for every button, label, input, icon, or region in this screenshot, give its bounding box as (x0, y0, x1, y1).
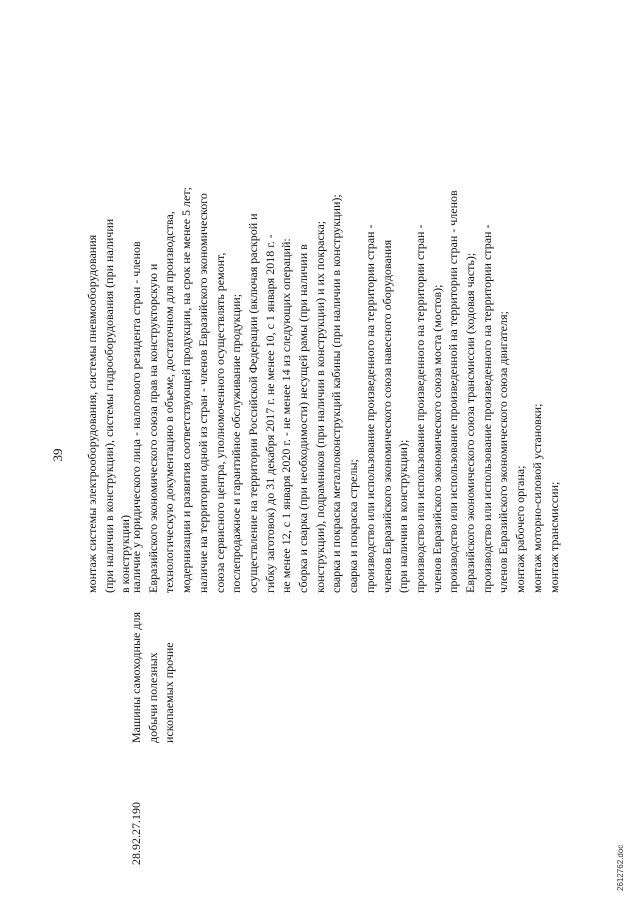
req-line: модернизации и развития соответствующей продукции, на срок не менее 5 лет; (179, 187, 194, 593)
req-line: осуществление на территории Российской Федерации (включая раскрой и (245, 213, 260, 593)
product-code: 28.92.27.190 (129, 802, 143, 865)
name-line: Машины самоходные для (129, 612, 143, 743)
req-line: Евразийского экономического союза трансмиссии (ходовая часть); (463, 252, 478, 593)
text-line: в конструкции) (118, 515, 133, 593)
req-line: наличие на территории одной из стран - членов Евразийского экономического (195, 193, 210, 593)
req-line: союза сервисного центра, уполномоченного осуществлять ремонт, (212, 252, 227, 593)
product-name (128, 598, 178, 743)
req-line: Евразийского экономического союза прав на конструкторскую и (145, 263, 160, 593)
req-line: производство или использование произведенного на территории стран - (479, 224, 494, 593)
req-line: производство или использование произведенного на территории стран - (412, 224, 427, 593)
req-line: монтаж моторно-силовой установки; (529, 403, 544, 593)
req-line: не менее 12, с 1 января 2020 г. - не менее 14 из следующих операций: (279, 238, 294, 593)
text-line: монтаж системы электрооборудования, системы пневмооборудования (85, 234, 99, 593)
req-line: членов Евразийского экономического союза двигателя; (496, 311, 511, 593)
req-line: (при наличии в конструкции); (396, 439, 411, 593)
req-line: гибку заготовок) до 31 декабря 2017 г. не менее 10, с 1 января 2018 г. - (262, 234, 277, 593)
name-line: ископаемых прочие (162, 642, 177, 743)
req-line: конструкции), подрамников (при наличии в конструкции) и их покраска; (312, 220, 327, 593)
req-line: сборка и сварка (при необходимости) несущей рамы (при наличии в (296, 244, 311, 593)
req-line: членов Евразийского экономического союза моста (мостов); (429, 284, 444, 593)
req-line: наличие у юридического лица - налогового резидента стран - членов (129, 241, 143, 593)
req-line: производство или использование произведенного на территории стран - (362, 224, 377, 593)
req-line: производство или использование произведенной на территории стран - членов (446, 190, 461, 593)
req-line: сварка и покраска металлоконструкций кабины (при наличии в конструкции); (329, 194, 344, 593)
page-number: 39 (50, 448, 65, 462)
req-line: членов Евразийского экономического союза навесного оборудования (379, 239, 394, 593)
table-row (128, 0, 640, 905)
req-line: послепродажное и гарантийное обслуживание продукции; (229, 293, 244, 593)
document-filename: 2612762.doc (616, 844, 625, 891)
req-line: сварка и покраска стрелы; (346, 459, 361, 593)
continuation-text (84, 93, 134, 593)
req-line: монтаж рабочего органа; (513, 465, 528, 593)
req-line: технологическую документацию в объеме, достаточном для производства, (162, 211, 177, 593)
text-line: (при наличии в конструкции), системы гидрооборудования (при наличии (101, 218, 116, 593)
req-line: монтаж трансмиссии; (546, 481, 561, 593)
requirements-text (128, 33, 562, 593)
name-line: добычи полезных (145, 652, 160, 743)
